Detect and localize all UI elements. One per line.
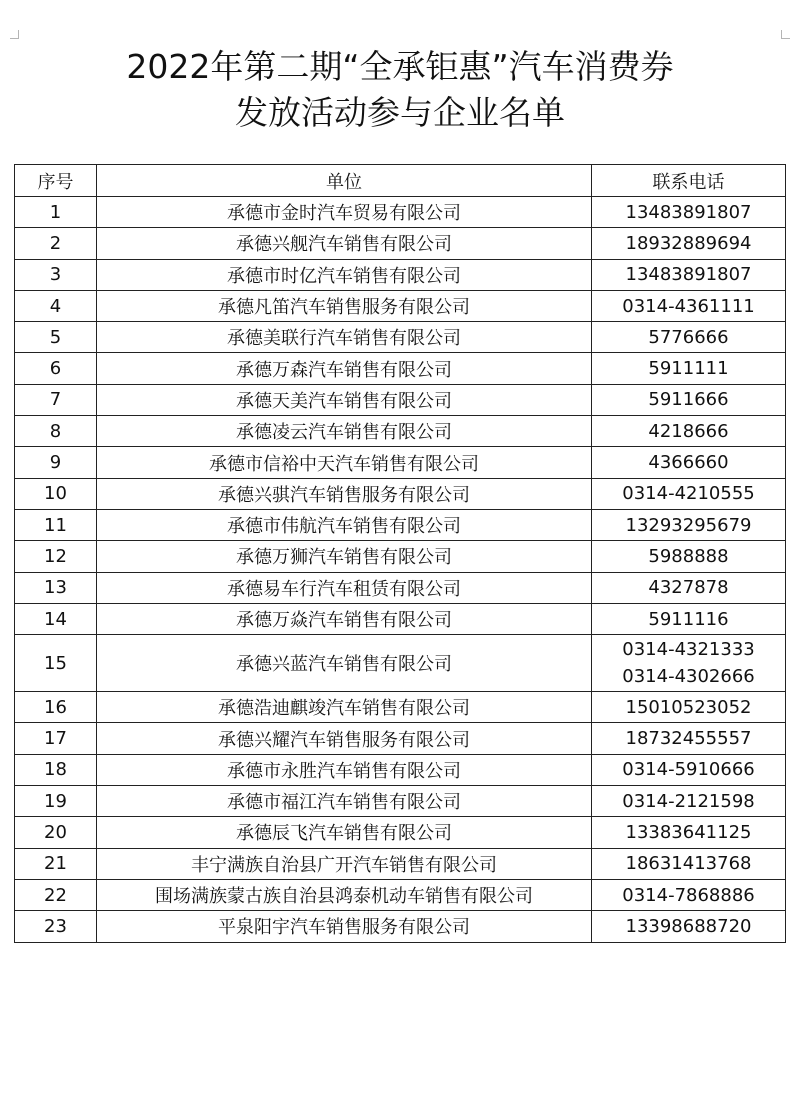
row-company-name: 承德市伟航汽车销售有限公司	[97, 509, 592, 540]
table-row	[15, 848, 786, 879]
row-serial-number: 10	[15, 478, 97, 509]
row-company-name: 承德市金时汽车贸易有限公司	[97, 197, 592, 228]
row-company-name: 承德市福江汽车销售有限公司	[97, 786, 592, 817]
row-phone-cell	[592, 353, 786, 384]
table-row	[15, 322, 786, 353]
row-phone-number: 0314-5910666	[622, 759, 755, 781]
table-row	[15, 509, 786, 540]
row-phone-cell	[592, 509, 786, 540]
row-phone-number: 5911116	[648, 608, 729, 630]
row-phone-cell	[592, 572, 786, 603]
title-line-1: 2022年第二期“全承钜惠”汽车消费券	[126, 47, 674, 86]
row-company-name: 平泉阳宇汽车销售服务有限公司	[97, 911, 592, 942]
row-company-name: 承德天美汽车销售有限公司	[97, 384, 592, 415]
row-company-name: 承德浩迪麒竣汽车销售有限公司	[97, 692, 592, 723]
row-company-name: 承德万狮汽车销售有限公司	[97, 541, 592, 572]
row-phone-number: 13483891807	[625, 264, 752, 286]
table-body	[15, 197, 786, 943]
row-phone-number: 0314-4210555	[622, 483, 755, 505]
row-phone-number: 5776666	[648, 326, 729, 348]
row-phone-number: 0314-2121598	[622, 790, 755, 812]
row-company-name: 承德万焱汽车销售有限公司	[97, 603, 592, 634]
row-company-name: 围场满族蒙古族自治县鸿泰机动车销售有限公司	[97, 879, 592, 910]
row-serial-number: 14	[15, 603, 97, 634]
row-serial-number: 1	[15, 197, 97, 228]
table-row	[15, 635, 786, 692]
table-row	[15, 879, 786, 910]
header-company: 单位	[97, 165, 592, 197]
row-phone-number: 13383641125	[625, 821, 752, 843]
table-row	[15, 197, 786, 228]
row-phone-cell	[592, 635, 786, 692]
row-phone-number: 18631413768	[625, 853, 752, 875]
row-phone-cell	[592, 603, 786, 634]
row-phone-cell	[592, 259, 786, 290]
page-corner-mark-right	[781, 30, 790, 39]
row-serial-number: 5	[15, 322, 97, 353]
row-phone-cell	[592, 911, 786, 942]
row-company-name: 承德兴耀汽车销售服务有限公司	[97, 723, 592, 754]
table-row	[15, 603, 786, 634]
row-company-name: 承德市时亿汽车销售有限公司	[97, 259, 592, 290]
row-serial-number: 9	[15, 447, 97, 478]
row-phone-number: 13293295679	[625, 514, 752, 536]
row-phone-number: 5911111	[648, 358, 729, 380]
row-phone-number: 0314-4302666	[622, 666, 755, 688]
row-company-name: 承德万森汽车销售有限公司	[97, 353, 592, 384]
row-serial-number: 2	[15, 228, 97, 259]
row-serial-number: 7	[15, 384, 97, 415]
table-header-row	[15, 165, 786, 197]
row-serial-number: 11	[15, 509, 97, 540]
row-company-name: 承德凡笛汽车销售服务有限公司	[97, 290, 592, 321]
row-company-name: 承德兴骐汽车销售服务有限公司	[97, 478, 592, 509]
row-phone-number: 13398688720	[625, 915, 752, 937]
row-serial-number: 21	[15, 848, 97, 879]
row-phone-cell	[592, 848, 786, 879]
header-serial-number: 序号	[15, 165, 97, 197]
row-phone-cell	[592, 416, 786, 447]
row-company-name: 丰宁满族自治县广开汽车销售有限公司	[97, 848, 592, 879]
row-phone-number: 15010523052	[625, 696, 752, 718]
row-serial-number: 8	[15, 416, 97, 447]
row-phone-cell	[592, 384, 786, 415]
row-company-name: 承德辰飞汽车销售有限公司	[97, 817, 592, 848]
row-company-name: 承德市永胜汽车销售有限公司	[97, 754, 592, 785]
row-company-name: 承德易车行汽车租赁有限公司	[97, 572, 592, 603]
row-company-name: 承德美联行汽车销售有限公司	[97, 322, 592, 353]
row-serial-number: 4	[15, 290, 97, 321]
row-phone-number: 5911666	[648, 389, 729, 411]
table-row	[15, 786, 786, 817]
table-row	[15, 911, 786, 942]
row-serial-number: 16	[15, 692, 97, 723]
table-row	[15, 817, 786, 848]
row-serial-number: 23	[15, 911, 97, 942]
row-phone-cell	[592, 879, 786, 910]
table-row	[15, 290, 786, 321]
table-row	[15, 259, 786, 290]
row-phone-cell	[592, 228, 786, 259]
row-company-name: 承德市信裕中天汽车销售有限公司	[97, 447, 592, 478]
row-company-name: 承德凌云汽车销售有限公司	[97, 416, 592, 447]
page-corner-mark-left	[10, 30, 19, 39]
table-row	[15, 353, 786, 384]
row-phone-cell	[592, 290, 786, 321]
table-row	[15, 692, 786, 723]
row-phone-number: 0314-4361111	[622, 295, 755, 317]
table-row	[15, 416, 786, 447]
row-serial-number: 13	[15, 572, 97, 603]
row-phone-number: 4366660	[648, 452, 729, 474]
row-phone-number: 5988888	[648, 545, 729, 567]
row-phone-number: 0314-7868886	[622, 884, 755, 906]
row-serial-number: 19	[15, 786, 97, 817]
row-serial-number: 12	[15, 541, 97, 572]
row-phone-number: 13483891807	[625, 201, 752, 223]
row-phone-number: 0314-4321333	[622, 639, 755, 661]
row-phone-number: 18732455557	[625, 728, 752, 750]
row-phone-cell	[592, 322, 786, 353]
table-row	[15, 384, 786, 415]
table-row	[15, 447, 786, 478]
row-phone-cell	[592, 197, 786, 228]
row-serial-number: 17	[15, 723, 97, 754]
row-phone-cell	[592, 786, 786, 817]
row-serial-number: 3	[15, 259, 97, 290]
row-company-name: 承德兴蓝汽车销售有限公司	[97, 635, 592, 692]
table-row	[15, 541, 786, 572]
table-row	[15, 754, 786, 785]
row-phone-cell	[592, 478, 786, 509]
row-serial-number: 20	[15, 817, 97, 848]
row-phone-cell	[592, 754, 786, 785]
table-row	[15, 228, 786, 259]
row-phone-cell	[592, 723, 786, 754]
row-phone-number: 18932889694	[625, 232, 752, 254]
row-serial-number: 22	[15, 879, 97, 910]
table-row	[15, 572, 786, 603]
row-company-name: 承德兴舰汽车销售有限公司	[97, 228, 592, 259]
row-phone-cell	[592, 541, 786, 572]
title-line-2: 发放活动参与企业名单	[235, 93, 565, 132]
row-phone-number: 4218666	[648, 420, 729, 442]
table-row	[15, 723, 786, 754]
row-phone-number: 4327878	[648, 577, 729, 599]
document-title	[0, 44, 800, 136]
enterprise-table	[14, 164, 786, 943]
row-serial-number: 15	[15, 635, 97, 692]
row-serial-number: 18	[15, 754, 97, 785]
row-phone-cell	[592, 817, 786, 848]
row-phone-cell	[592, 447, 786, 478]
row-phone-cell	[592, 692, 786, 723]
table-row	[15, 478, 786, 509]
header-phone: 联系电话	[592, 165, 786, 197]
row-serial-number: 6	[15, 353, 97, 384]
